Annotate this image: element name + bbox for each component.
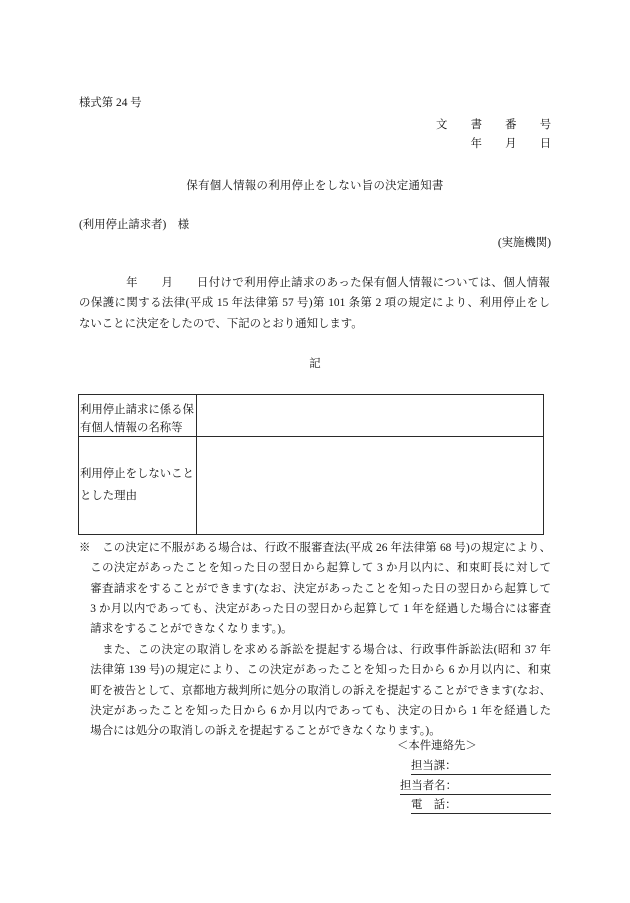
note-line: また、この決定の取消しを求める訴訟を提起する場合は、行政事件訴訟法(昭和 37 年: [90, 643, 551, 656]
notice-body: [79, 273, 550, 335]
body-line: ないことに決定をしたので、下記のとおり通知します。: [79, 317, 363, 330]
details-table: [78, 394, 544, 535]
contact-field-label: 担当者名：: [400, 780, 457, 792]
note-line: 3 か月以内であっても、決定があった日の翌日から起算して 1 年を経過した場合には審査: [90, 602, 551, 615]
table-label-line: 利用停止をしないこと: [80, 468, 194, 480]
table-row: [79, 395, 543, 437]
document-title: 保有個人情報の利用停止をしない旨の決定通知書: [186, 180, 444, 192]
note-line: 決定があったことを知った日から 6 か月以内であっても、決定の日から 1 年を経過した: [90, 704, 551, 717]
appeal-note: [79, 538, 551, 742]
table-label-line: 利用停止請求に係る保: [80, 404, 194, 416]
table-label-line: 有個人情報の名称等: [80, 422, 183, 434]
ki-heading: 記: [309, 358, 321, 370]
table-label-line: とした理由: [80, 490, 137, 502]
body-line: の保護に関する法律(平成 15 年法律第 57 号)第 101 条第 2 項の規定により、利用停止をし: [79, 297, 550, 309]
note-line: 審査請求をすることができます(なお、決定があったことを知った日の翌日から起算して: [90, 582, 551, 595]
note-line: 場合には処分の取消しの訴えを提起することができなくなります。)。: [90, 725, 441, 738]
table-label-cell: [79, 395, 197, 436]
table-value-cell: [197, 437, 543, 534]
form-number: 様式第 24 号: [79, 97, 142, 109]
date-label: 年 月 日: [470, 138, 558, 150]
contact-field-department: [411, 758, 551, 775]
note-line: 町を被告として、京都地方裁判所に処分の取消しの訴えを提起することができます(なお、: [90, 684, 551, 697]
document-number-label: 文 書 番 号: [436, 119, 558, 131]
note-line: 請求をすることができなくなります。)。: [90, 623, 293, 636]
note-line: 法律第 139 号)の規定により、この決定があったことを知った日から 6 か月以内に、和束: [90, 664, 551, 677]
note-line: ※ この決定に不服がある場合は、行政不服審査法(平成 26 年法律第 68 号)の規定により、: [79, 541, 551, 554]
addressee: (利用停止請求者) 様: [79, 219, 190, 231]
table-row: [79, 437, 543, 534]
contact-field-label: 担当課：: [411, 760, 457, 772]
table-label-cell: [79, 437, 197, 534]
contact-field-phone: [411, 797, 551, 814]
contact-heading: ＜本件連絡先＞: [397, 740, 477, 752]
issuing-agency: (実施機関): [497, 237, 551, 249]
contact-field-label: 電 話：: [411, 799, 457, 811]
body-line: 年 月 日付けで利用停止請求のあった保有個人情報については、個人情報: [79, 276, 550, 289]
contact-field-person: [400, 778, 551, 795]
note-line: この決定があったことを知った日の翌日から起算して 3 か月以内に、和束町長に対して: [90, 562, 551, 575]
table-value-cell: [197, 395, 543, 436]
